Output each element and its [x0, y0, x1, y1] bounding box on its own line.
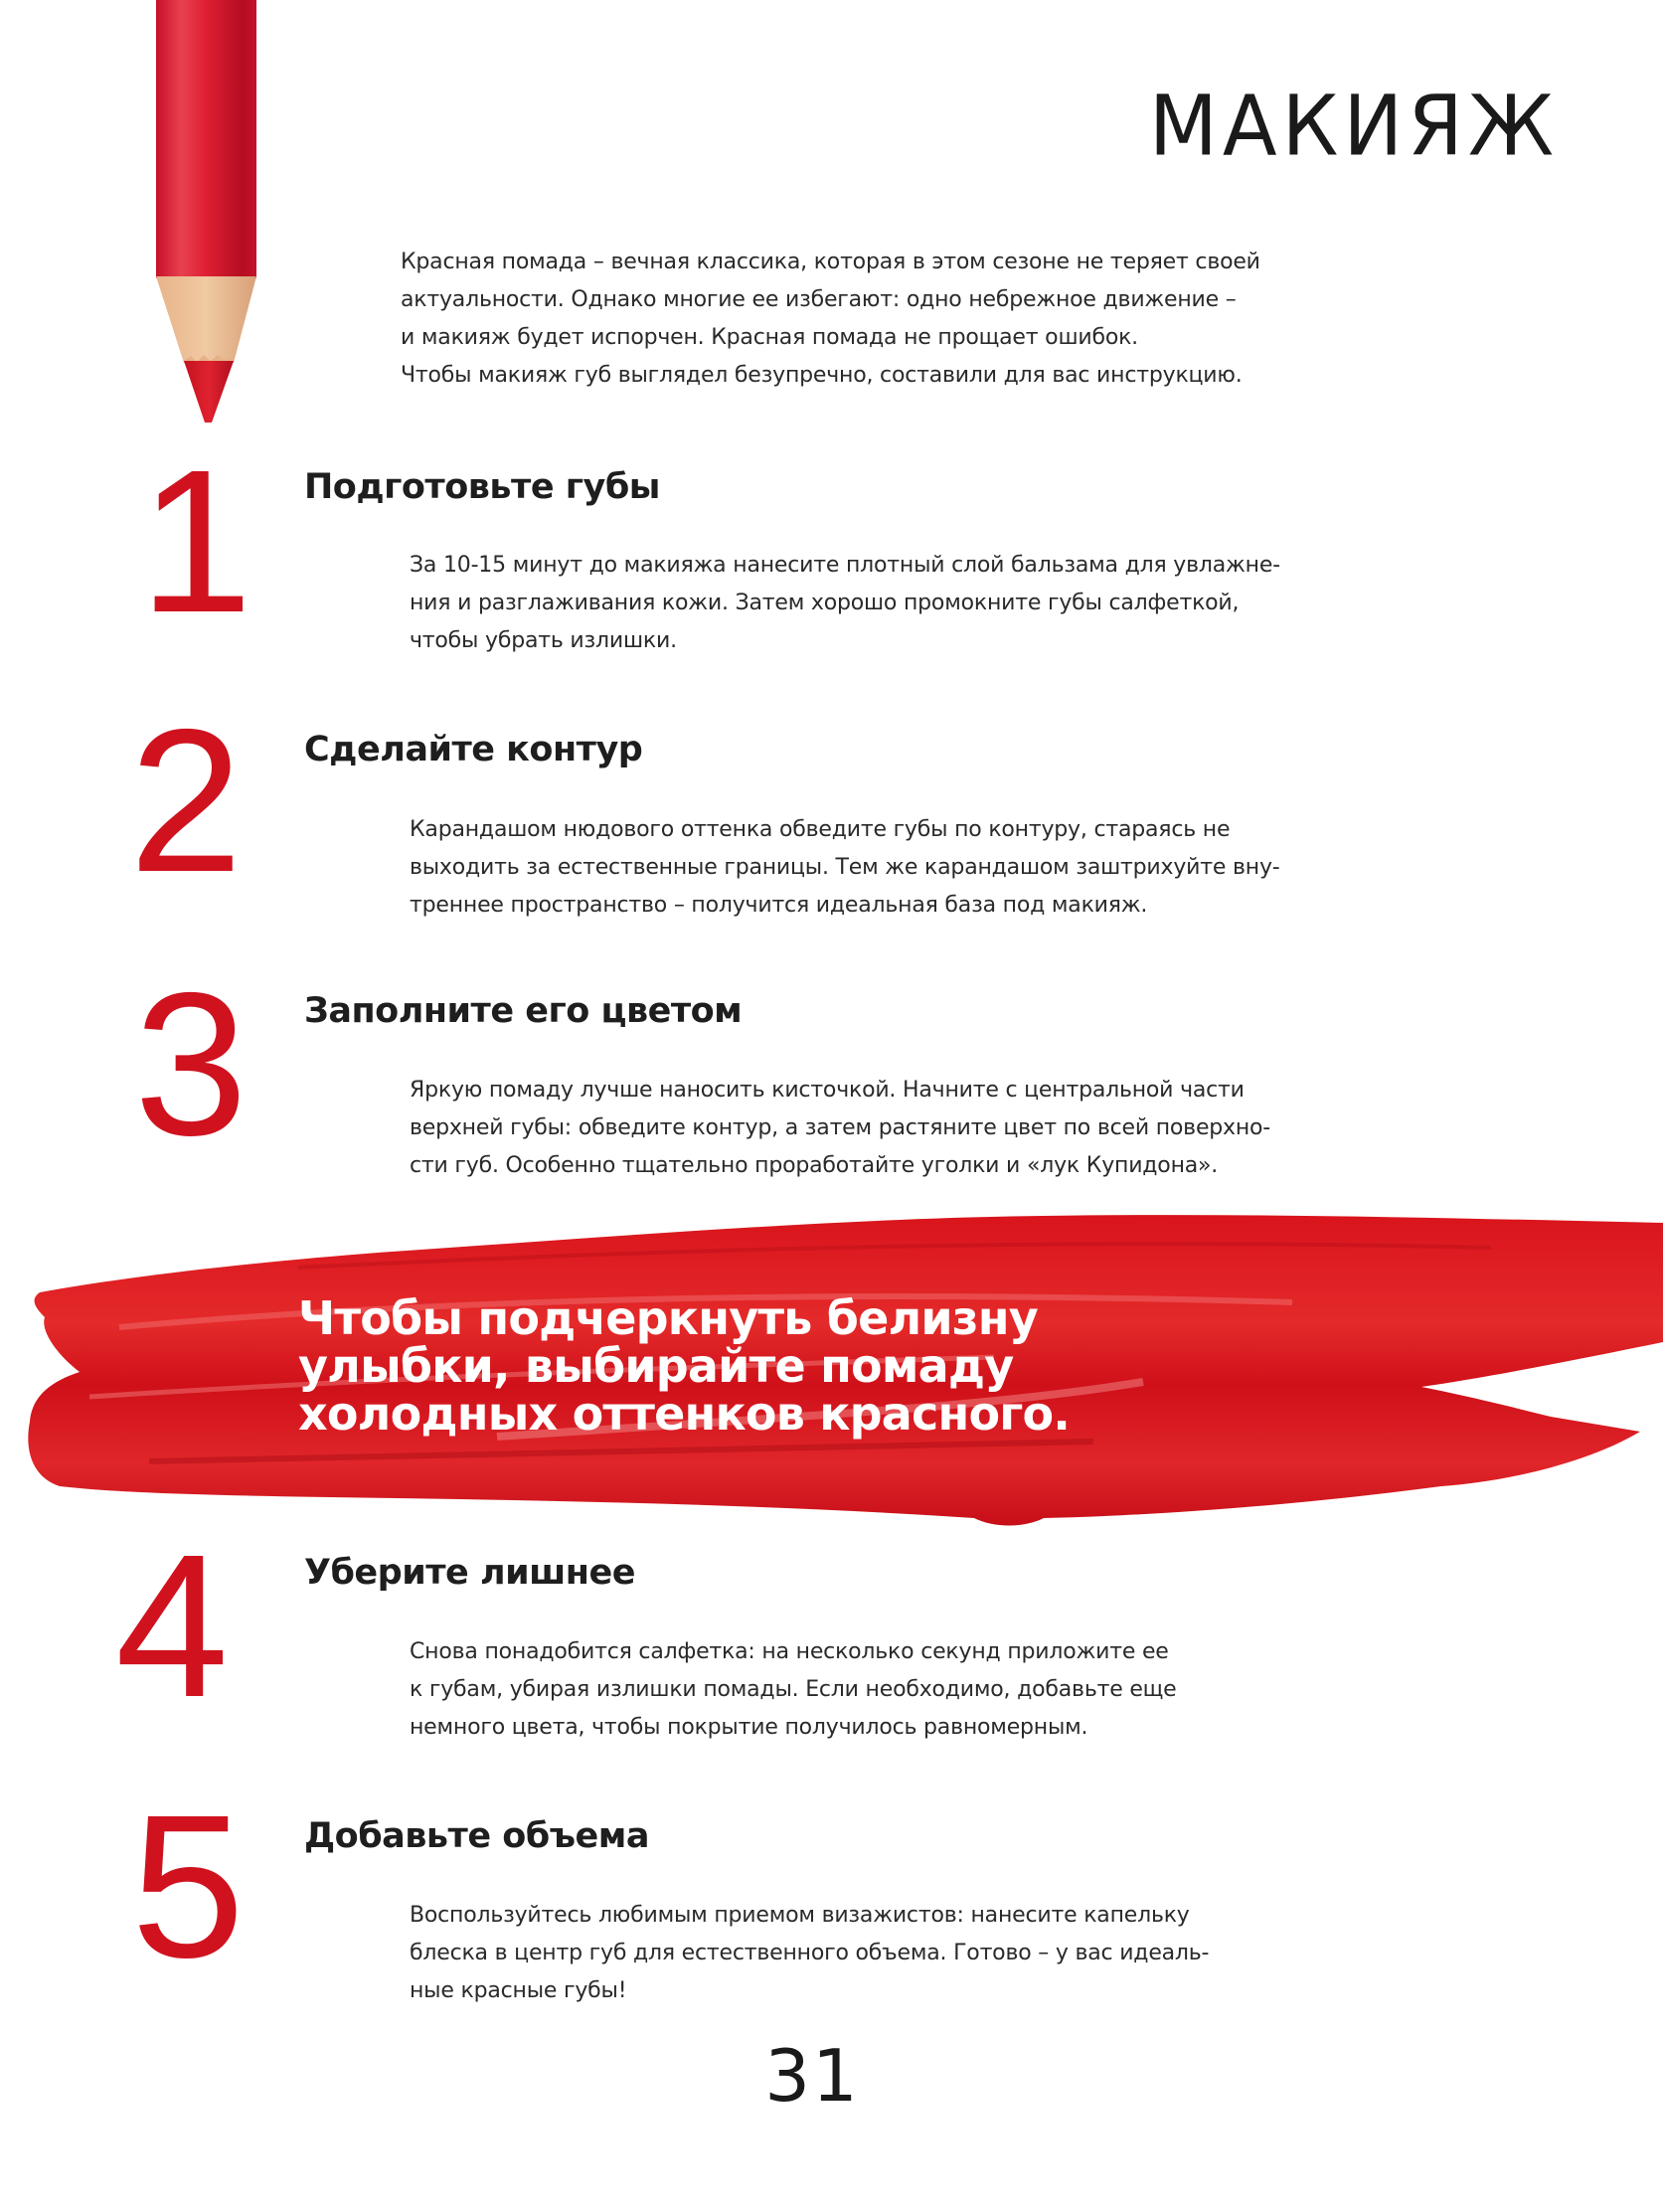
- step-line: верхней губы: обведите контур, а затем растяните цвет по всей поверхно-: [410, 1115, 1271, 1140]
- step-line: Воспользуйтесь любимым приемом визажистов: нанесите капельку: [410, 1903, 1190, 1928]
- step-line: блеска в центр губ для естественного объема. Готово – у вас идеаль-: [410, 1941, 1210, 1965]
- step-number: 1: [139, 427, 253, 655]
- step-description: [410, 811, 1463, 925]
- step-line: немного цвета, чтобы покрытие получилось равномерным.: [410, 1715, 1088, 1740]
- step-title: Сделайте контур: [304, 730, 643, 769]
- step-line: Снова понадобится салфетка: на несколько секунд приложите ее: [410, 1639, 1169, 1664]
- intro-line: Красная помада – вечная классика, которая в этом сезоне не теряет своей: [401, 250, 1260, 274]
- step-line: чтобы убрать излишки.: [410, 628, 677, 653]
- step-number: 2: [129, 687, 244, 915]
- banner-quote: [298, 1291, 1392, 1441]
- step-line: сти губ. Особенно тщательно проработайте уголки и «лук Купидона».: [410, 1153, 1219, 1178]
- step-line: ния и разглаживания кожи. Затем хорошо промокните губы салфеткой,: [410, 591, 1240, 615]
- step-number: 3: [134, 950, 249, 1178]
- step-title: Подготовьте губы: [304, 467, 660, 507]
- intro-paragraph: [401, 244, 1474, 395]
- banner-line: улыбки, выбирайте помаду: [298, 1339, 1014, 1393]
- intro-line: актуальности. Однако многие ее избегают: одно небрежное движение –: [401, 287, 1237, 312]
- intro-line: Чтобы макияж губ выглядел безупречно, составили для вас инструкцию.: [401, 363, 1243, 388]
- section-title: МАКИЯЖ: [1148, 77, 1559, 175]
- step-line: Карандашом нюдового оттенка обведите губы по контуру, стараясь не: [410, 817, 1231, 842]
- step-number: 5: [131, 1773, 246, 2000]
- red-lip-pencil-icon: [149, 0, 268, 427]
- step-title: Заполните его цветом: [304, 991, 743, 1031]
- banner-line: Чтобы подчеркнуть белизну: [298, 1291, 1038, 1345]
- step-description: [410, 1633, 1463, 1747]
- step-number: 4: [115, 1512, 230, 1740]
- banner-line: холодных оттенков красного.: [298, 1387, 1070, 1441]
- step-line: к губам, убирая излишки помады. Если необходимо, добавьте еще: [410, 1677, 1177, 1702]
- step-title: Добавьте объема: [304, 1816, 650, 1856]
- step-description: [410, 1897, 1463, 2010]
- step-description: [410, 1072, 1463, 1185]
- page-number: 31: [764, 2034, 860, 2118]
- step-line: треннее пространство – получится идеальная база под макияж.: [410, 893, 1148, 918]
- step-line: выходить за естественные границы. Тем же карандашом заштрихуйте вну-: [410, 855, 1280, 880]
- step-line: ные красные губы!: [410, 1978, 627, 2003]
- step-line: За 10-15 минут до макияжа нанесите плотный слой бальзама для увлажне-: [410, 553, 1280, 578]
- step-description: [410, 547, 1463, 660]
- step-line: Яркую помаду лучше наносить кисточкой. Начните с центральной части: [410, 1078, 1245, 1103]
- step-title: Уберите лишнее: [304, 1553, 635, 1593]
- intro-line: и макияж будет испорчен. Красная помада не прощает ошибок.: [401, 325, 1138, 350]
